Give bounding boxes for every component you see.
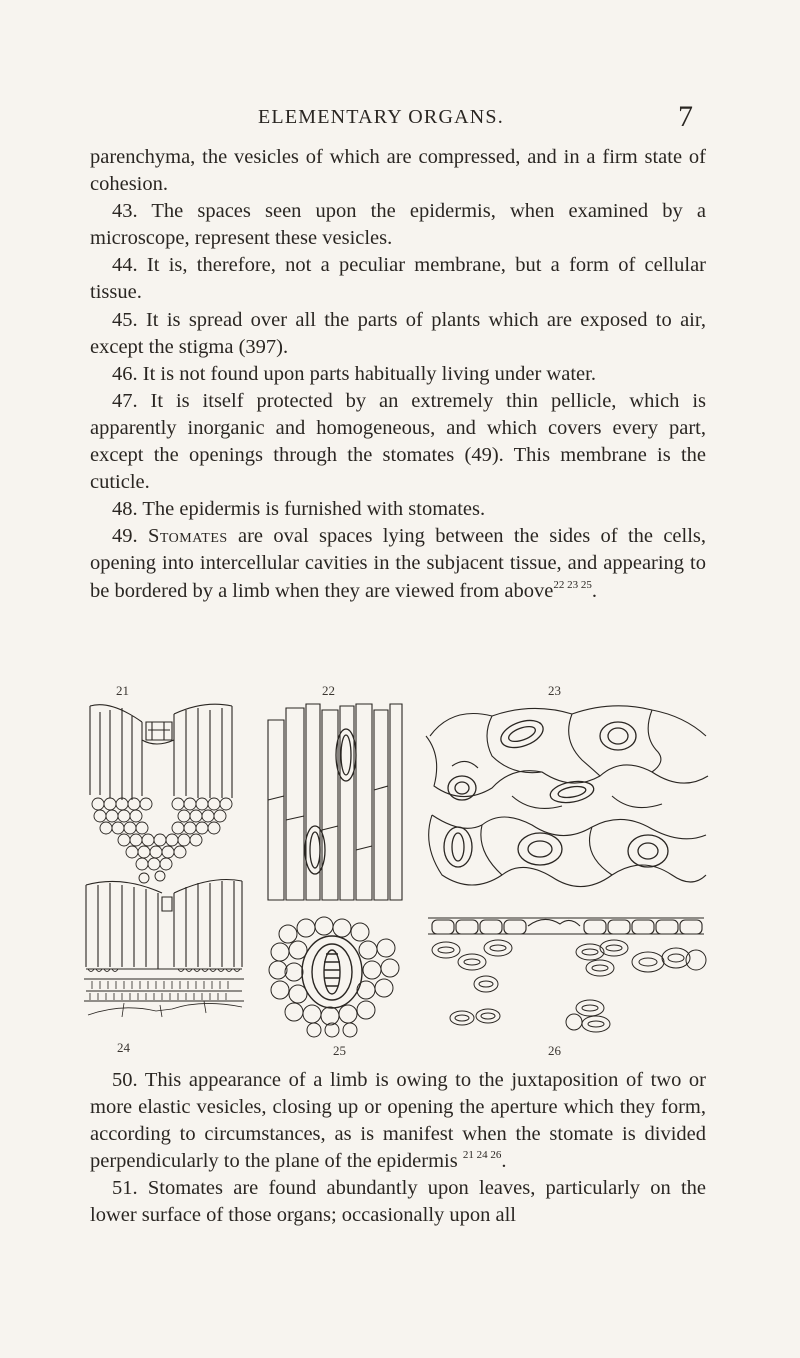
- paragraph-43: 43. The spaces seen upon the epidermis, when examined by a microscope, represent these vesicles.: [90, 200, 706, 250]
- figure-label-22: 22: [322, 683, 335, 698]
- figure-21-section-drawing: [86, 700, 236, 895]
- figure-23-surface-view-drawing: [422, 696, 712, 816]
- figure-24-section-drawing: [82, 875, 247, 1025]
- paragraph-51: 51. Stomates are found abundantly upon leaves, particularly on the lower surface of those organs; occasionally upon all: [90, 1177, 706, 1227]
- page-number: 7: [678, 100, 693, 133]
- paragraph-47: 47. It is itself protected by an extremely thin pellicle, which is apparently inorganic and homogeneous, and which covers every part, except the openings through the stomates (49). This membrane is the cuticle.: [90, 389, 706, 494]
- figure-reference: 21 24 26: [462, 1149, 502, 1162]
- figure-26-section-drawing: [424, 900, 709, 1040]
- paragraph-48: 48. The epidermis is furnished with stomates.: [112, 498, 486, 521]
- figure-22-surface-view-drawing: [260, 700, 410, 920]
- running-head: ELEMENTARY ORGANS.: [258, 106, 504, 128]
- figure-23-lower-cells-drawing: [422, 805, 712, 900]
- figure-label-25: 25: [333, 1043, 346, 1058]
- figure-label-21: 21: [116, 683, 129, 698]
- paragraph-49: 49. Stomates are oval spaces lying between the sides of the cells, opening into intercellular cavities in the subjacent tissue, and appearing to be bordered by a limb when they are viewed from above$^{22 23 25}$.: [90, 525, 707, 602]
- text-block-bottom: [90, 1067, 706, 1230]
- paragraph-46: 46. It is not found upon parts habitually living under water.: [112, 362, 596, 385]
- paragraph-44: 44. It is, therefore, not a peculiar membrane, but a form of cellular tissue.: [90, 254, 707, 304]
- text-block-top: [90, 144, 706, 605]
- paragraph-50: 50. This appearance of a limb is owing to the juxtaposition of two or more elastic vesicles, closing up or opening the aperture which they form, according to circumstances, as is manifest when the stomate is divided perpendicularly to the plane of the epidermis $^{21 24 26}$.: [90, 1069, 707, 1173]
- figure-25-cell-drawing: [268, 918, 408, 1038]
- paragraph-45: 45. It is spread over all the parts of plants which are exposed to air, except the stigma (397).: [90, 308, 706, 358]
- paragraph-42-continued: parenchyma, the vesicles of which are compressed, and in a firm state of cohesion.: [90, 146, 706, 196]
- term-stomates: Stomates: [147, 525, 228, 548]
- figure-label-24: 24: [117, 1040, 130, 1055]
- figure-reference: 22 23 25: [553, 578, 592, 591]
- figure-label-23: 23: [548, 683, 561, 698]
- figure-label-26: 26: [548, 1043, 561, 1058]
